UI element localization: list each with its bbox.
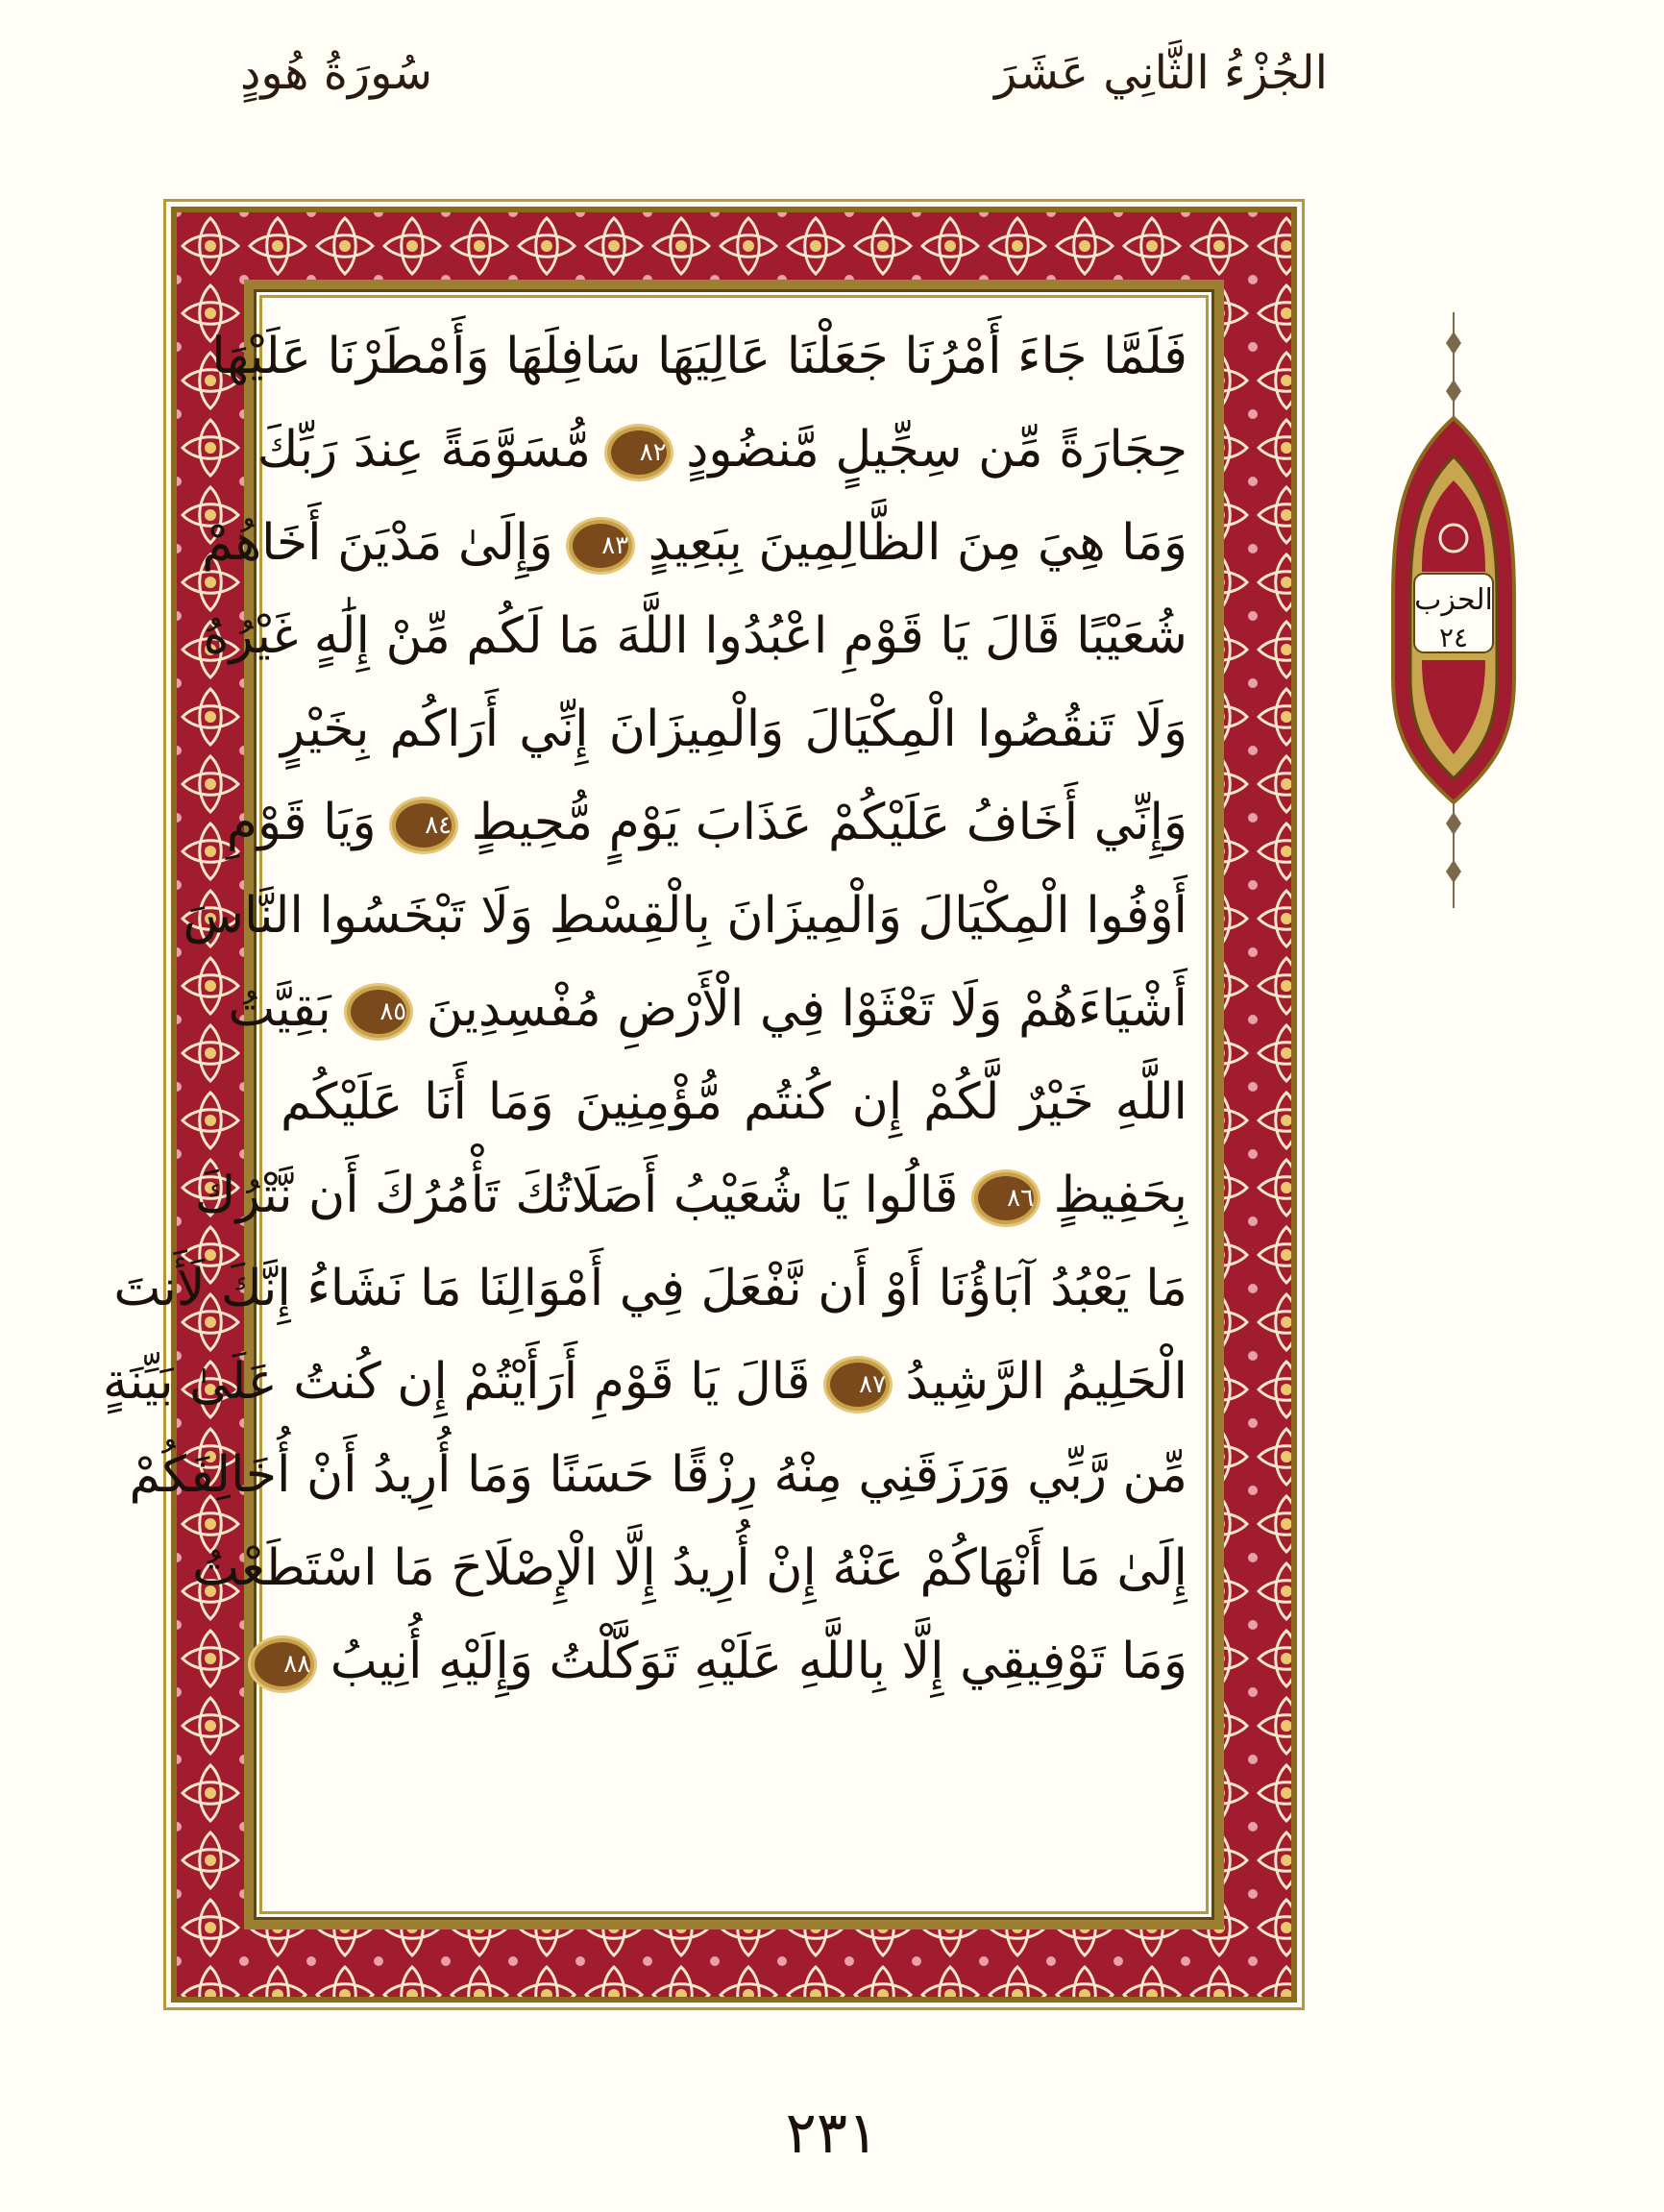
verse-segment: اللَّهِ خَيْرٌ لَّكُمْ إِن كُنتُم مُّؤْمِنِينَ وَمَا أَنَا عَلَيْكُم — [281, 1073, 1187, 1131]
verse-line — [211, 310, 1187, 404]
verse-line — [192, 1522, 1187, 1615]
page-frame — [102, 207, 1297, 2003]
verse-line — [129, 1429, 1187, 1522]
verse-segment: قَالُوا يَا شُعَيْبُ أَصَلَاتُكَ تَأْمُرُكَ أَن نَّتْرُكَ — [194, 1167, 959, 1224]
verse-segment: وَيَا قَوْمِ — [226, 794, 377, 851]
hizb-number: ٢٤ — [1438, 622, 1469, 653]
verse-line — [102, 1336, 1187, 1429]
verse-line — [202, 497, 1187, 590]
verse-line — [281, 1056, 1187, 1149]
verse-segment: وَلَا تَنقُصُوا الْمِكْيَالَ وَالْمِيزَانَ إِنِّي أَرَاكُم بِخَيْرٍ — [281, 700, 1187, 758]
ayah-number-marker: ٨٢ — [607, 427, 671, 479]
verse-segment: أَوْفُوا الْمِكْيَالَ وَالْمِيزَانَ بِالْقِسْطِ وَلَا تَبْخَسُوا النَّاسَ — [183, 887, 1187, 945]
verse-line — [228, 963, 1187, 1056]
verse-segment: فَلَمَّا جَاءَ أَمْرُنَا جَعَلْنَا عَالِيَهَا سَافِلَهَا وَأَمْطَرْنَا عَلَيْهَا — [211, 328, 1187, 385]
verse-segment: إِلَىٰ مَا أَنْهَاكُمْ عَنْهُ إِنْ أُرِيدُ إِلَّا الْإِصْلَاحَ مَا اسْتَطَعْتُ — [192, 1539, 1187, 1597]
page-number: ٢٣١ — [785, 2100, 879, 2167]
verse-segment: أَشْيَاءَهُمْ وَلَا تَعْثَوْا فِي الْأَرْضِ مُفْسِدِينَ — [426, 980, 1187, 1038]
verse-segment: مُّسَوَّمَةً عِندَ رَبِّكَ — [257, 421, 592, 479]
verse-line — [194, 1149, 1187, 1242]
text-panel — [102, 280, 1224, 1929]
verse-line — [281, 683, 1187, 776]
ayah-number-marker: ٨٤ — [392, 799, 455, 851]
verse-segment: مِّن رَّبِّي وَرَزَقَنِي مِنْهُ رِزْقًا حَسَنًا وَمَا أُرِيدُ أَنْ أُخَالِفَكُمْ — [129, 1446, 1187, 1504]
ayah-number-marker: ٨٦ — [974, 1172, 1038, 1224]
ayah-number-marker: ٨٣ — [569, 520, 632, 572]
verse-line — [281, 1615, 1187, 1708]
ayah-number-marker: ٨٥ — [347, 986, 410, 1038]
verse-segment: وَإِنِّي أَخَافُ عَلَيْكُمْ عَذَابَ يَوْمٍ مُّحِيطٍ — [471, 794, 1187, 851]
verse-segment: حِجَارَةً مِّن سِجِّيلٍ مَّنضُودٍ — [686, 421, 1187, 479]
verse-line — [257, 404, 1187, 497]
verse-line — [183, 870, 1187, 963]
verse-text — [102, 310, 1187, 1708]
verse-segment: بَقِيَّتُ — [228, 980, 331, 1038]
verse-line — [113, 1242, 1187, 1336]
verse-line — [203, 590, 1187, 683]
verse-line — [226, 776, 1187, 870]
verse-segment: قَالَ يَا قَوْمِ أَرَأَيْتُمْ إِن كُنتُ عَلَىٰ بَيِّنَةٍ — [102, 1353, 811, 1411]
verse-segment: بِحَفِيظٍ — [1053, 1167, 1187, 1224]
verse-segment: شُعَيْبًا قَالَ يَا قَوْمِ اعْبُدُوا اللَّهَ مَا لَكُم مِّنْ إِلَٰهٍ غَيْرُهُ — [203, 607, 1187, 665]
verse-segment: مَا يَعْبُدُ آبَاؤُنَا أَوْ أَن نَّفْعَلَ فِي أَمْوَالِنَا مَا نَشَاءُ إِنَّكَ لَأَنتَ — [113, 1260, 1187, 1317]
verse-segment: الْحَلِيمُ الرَّشِيدُ — [905, 1353, 1187, 1411]
verse-segment: وَإِلَىٰ مَدْيَنَ أَخَاهُمْ — [202, 514, 553, 572]
verse-segment: وَمَا هِيَ مِنَ الظَّالِمِينَ بِبَعِيدٍ — [648, 514, 1187, 572]
juz-header: الجُزْءُ الثَّانِي عَشَرَ — [994, 46, 1328, 100]
hizb-label: الحزب — [1414, 583, 1493, 617]
ayah-number-marker: ٨٨ — [251, 1638, 314, 1690]
ayah-number-marker: ٨٧ — [826, 1359, 890, 1411]
surah-header: سُورَةُ هُودٍ — [240, 46, 433, 100]
hizb-marker — [1391, 312, 1516, 908]
verse-segment: وَمَا تَوْفِيقِي إِلَّا بِاللَّهِ عَلَيْهِ تَوَكَّلْتُ وَإِلَيْهِ أُنِيبُ — [330, 1633, 1187, 1690]
